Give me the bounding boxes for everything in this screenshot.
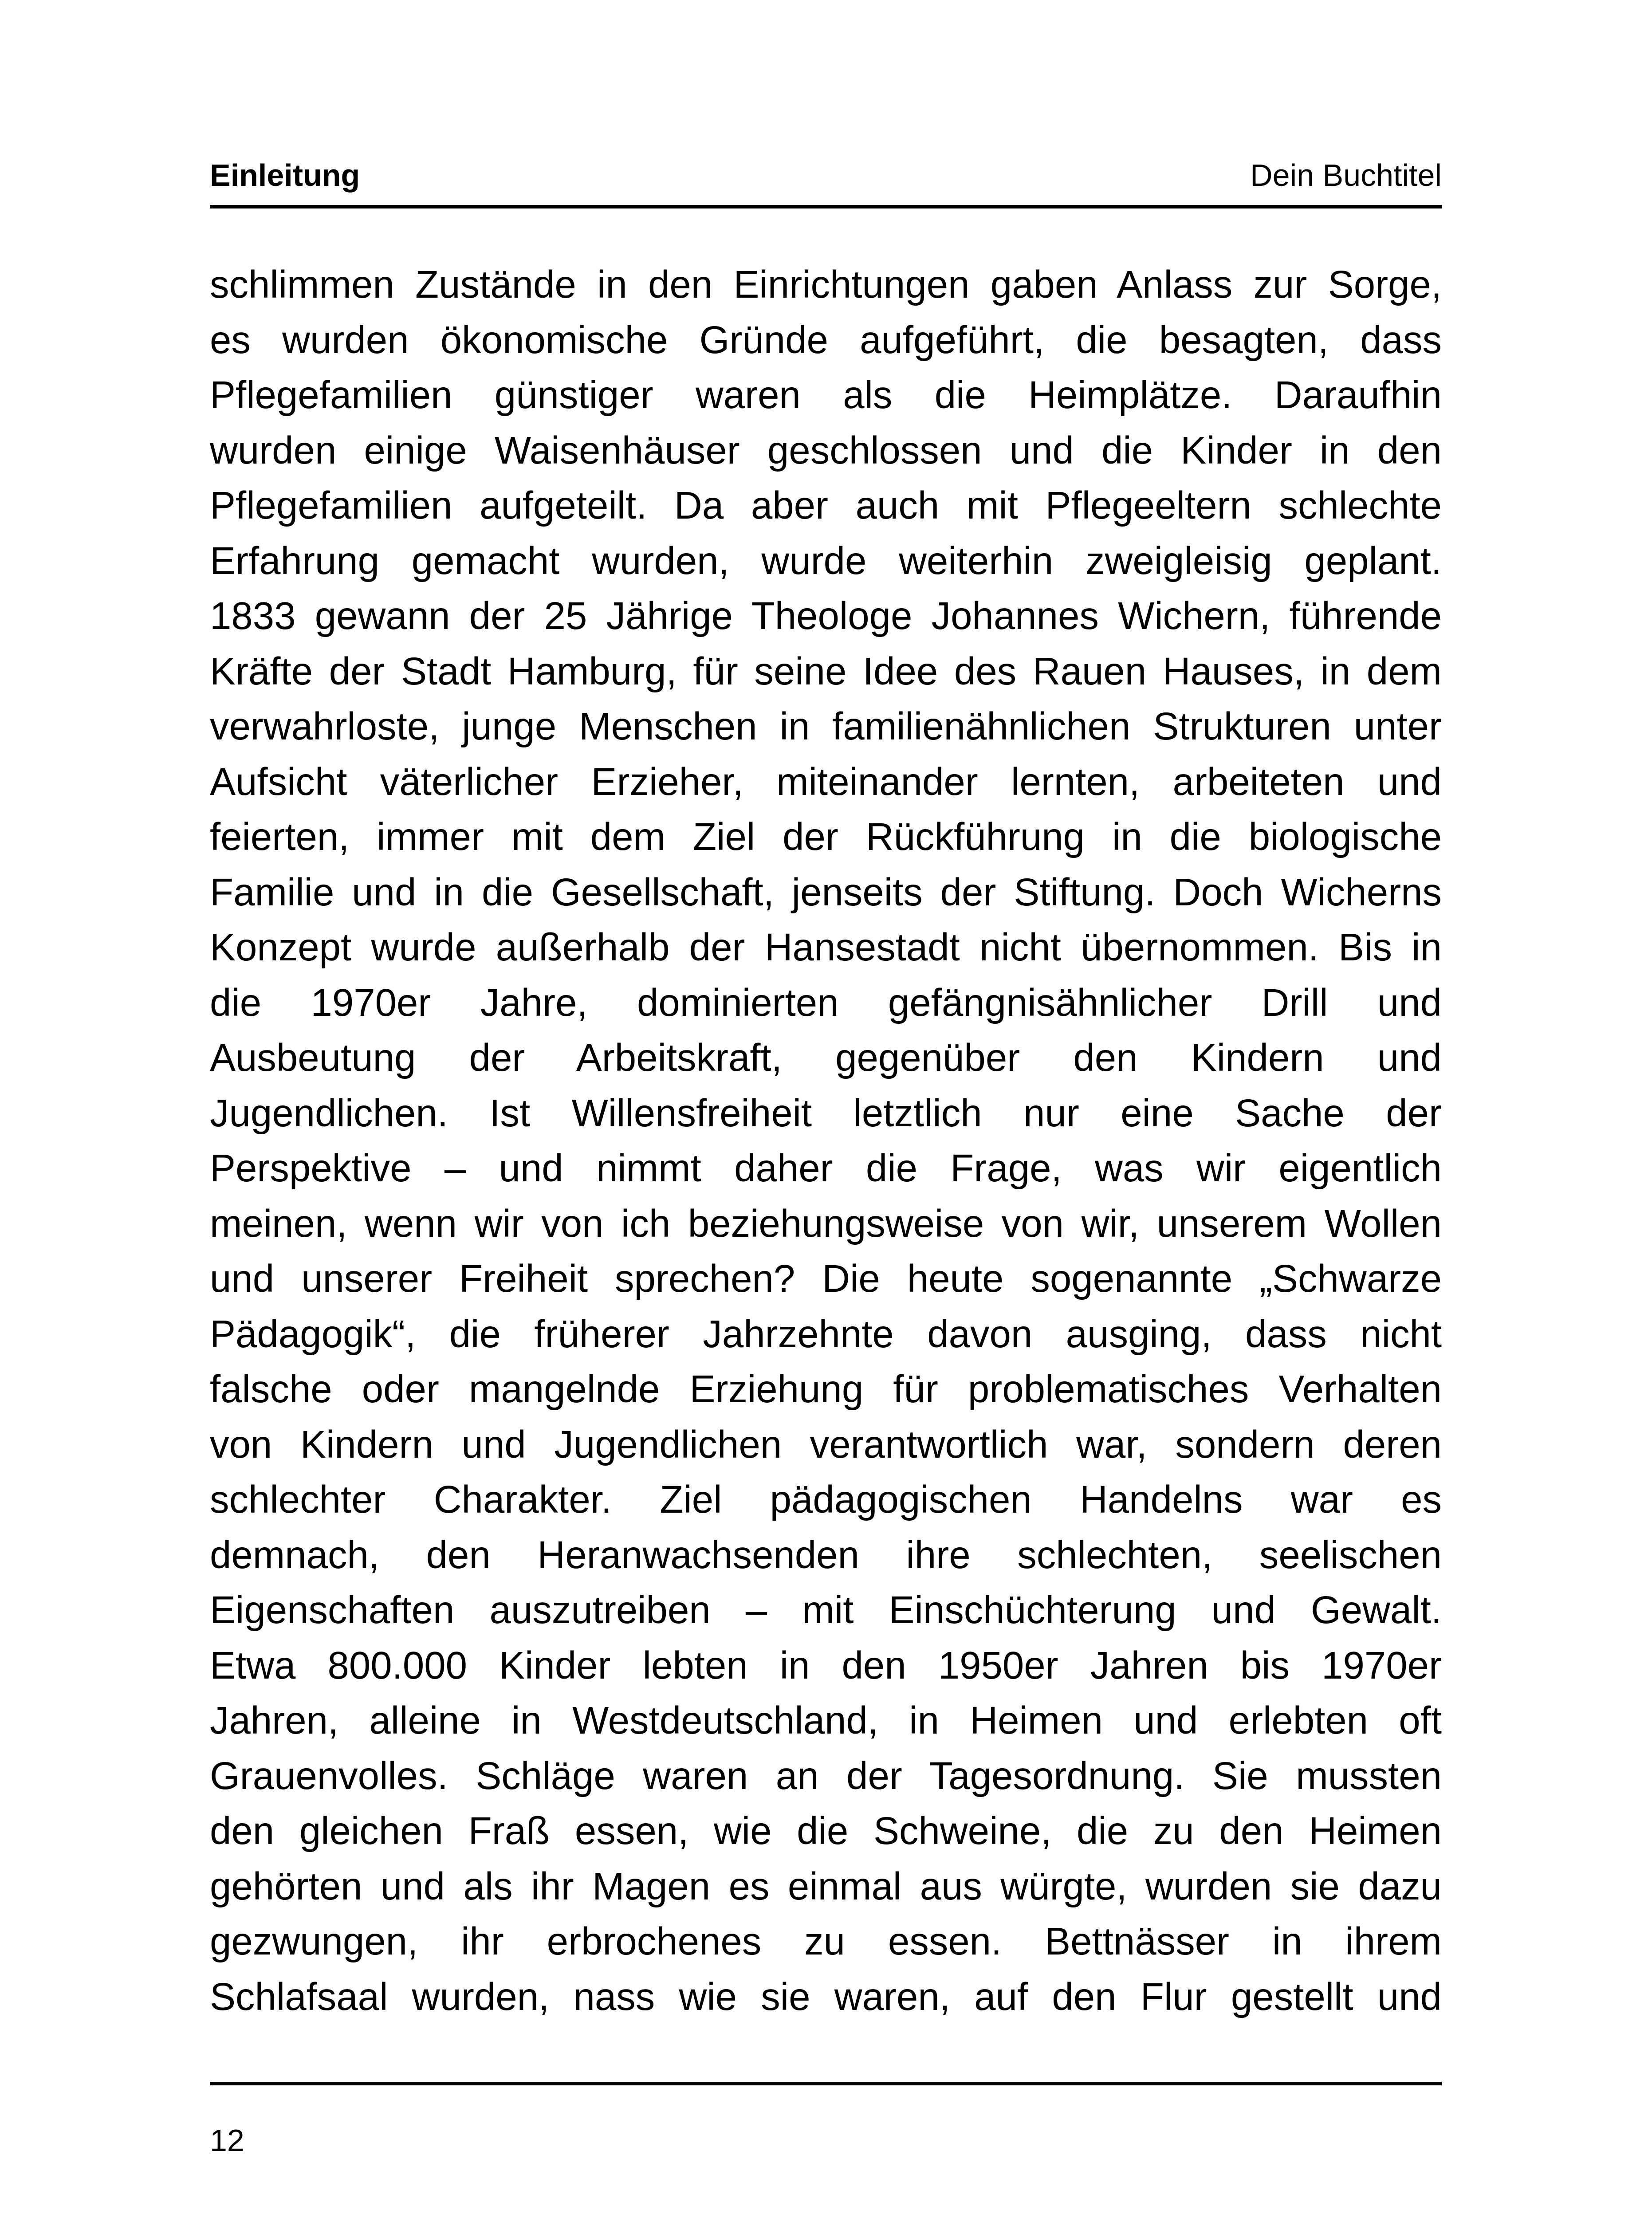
text-line: Aufsicht väterlicher Erzieher, miteinander lernten, arbeiteten und <box>210 760 1442 803</box>
text-line: von Kindern und Jugendlichen verantwortlich war, sondern deren <box>210 1423 1442 1466</box>
text-line: und unserer Freiheit sprechen? Die heute sogenannte „Schwarze <box>210 1257 1442 1300</box>
text-line: meinen, wenn wir von ich beziehungsweise von wir, unserem Wollen <box>210 1202 1442 1245</box>
text-line: Jugendlichen. Ist Willensfreiheit letztlich nur eine Sache der <box>210 1091 1442 1135</box>
body-paragraph <box>210 257 1442 2025</box>
text-line: die 1970er Jahre, dominierten gefängnisähnlicher Drill und <box>210 981 1442 1024</box>
text-line: Jahren, alleine in Westdeutschland, in Heimen und erlebten oft <box>210 1699 1442 1742</box>
text-line: Familie und in die Gesellschaft, jenseits der Stiftung. Doch Wicherns <box>210 870 1442 914</box>
text-line: Perspektive – und nimmt daher die Frage, was wir eigentlich <box>210 1147 1442 1190</box>
text-line: Konzept wurde außerhalb der Hansestadt nicht übernommen. Bis in <box>210 926 1442 969</box>
text-line: gezwungen, ihr erbrochenes zu essen. Bettnässer in ihrem <box>210 1920 1442 1963</box>
text-line: gehörten und als ihr Magen es einmal aus würgte, wurden sie dazu <box>210 1864 1442 1908</box>
text-line: falsche oder mangelnde Erziehung für problematisches Verhalten <box>210 1368 1442 1411</box>
text-line: 1833 gewann der 25 Jährige Theologe Johannes Wichern, führende <box>210 594 1442 637</box>
text-line: verwahrloste, junge Menschen in familienähnlichen Strukturen unter <box>210 705 1442 748</box>
text-line: Schlafsaal wurden, nass wie sie waren, auf den Flur gestellt und <box>210 1975 1442 2018</box>
text-line: es wurden ökonomische Gründe aufgeführt, die besagten, dass <box>210 318 1442 362</box>
text-line: Etwa 800.000 Kinder lebten in den 1950er Jahren bis 1970er <box>210 1644 1442 1687</box>
page-number: 12 <box>210 2123 244 2158</box>
text-line: wurden einige Waisenhäuser geschlossen und die Kinder in den <box>210 429 1442 472</box>
text-line: Pflegefamilien günstiger waren als die Heimplätze. Daraufhin <box>210 374 1442 417</box>
chapter-title: Einleitung <box>210 158 360 193</box>
text-line: Ausbeutung der Arbeitskraft, gegenüber den Kindern und <box>210 1036 1442 1079</box>
text-line: Pflegefamilien aufgeteilt. Da aber auch mit Pflegeeltern schlechte <box>210 484 1442 527</box>
text-line: Grauenvolles. Schläge waren an der Tagesordnung. Sie mussten <box>210 1754 1442 1797</box>
footer-divider <box>210 2082 1442 2085</box>
text-line: den gleichen Fraß essen, wie die Schweine, die zu den Heimen <box>210 1809 1442 1852</box>
text-line: schlechter Charakter. Ziel pädagogischen Handelns war es <box>210 1478 1442 1521</box>
text-line: Pädagogik“, die früherer Jahrzehnte davon ausging, dass nicht <box>210 1312 1442 1356</box>
text-line: Kräfte der Stadt Hamburg, für seine Idee des Rauen Hauses, in dem <box>210 649 1442 693</box>
text-line: feierten, immer mit dem Ziel der Rückführung in die biologische <box>210 815 1442 858</box>
text-line: demnach, den Heranwachsenden ihre schlechten, seelischen <box>210 1533 1442 1577</box>
running-header <box>210 153 1442 208</box>
text-line: schlimmen Zustände in den Einrichtungen gaben Anlass zur Sorge, <box>210 263 1442 306</box>
text-line: Eigenschaften auszutreiben – mit Einschüchterung und Gewalt. <box>210 1589 1442 1632</box>
book-title: Dein Buchtitel <box>1250 158 1442 193</box>
text-line: Erfahrung gemacht wurden, wurde weiterhin zweigleisig geplant. <box>210 539 1442 582</box>
